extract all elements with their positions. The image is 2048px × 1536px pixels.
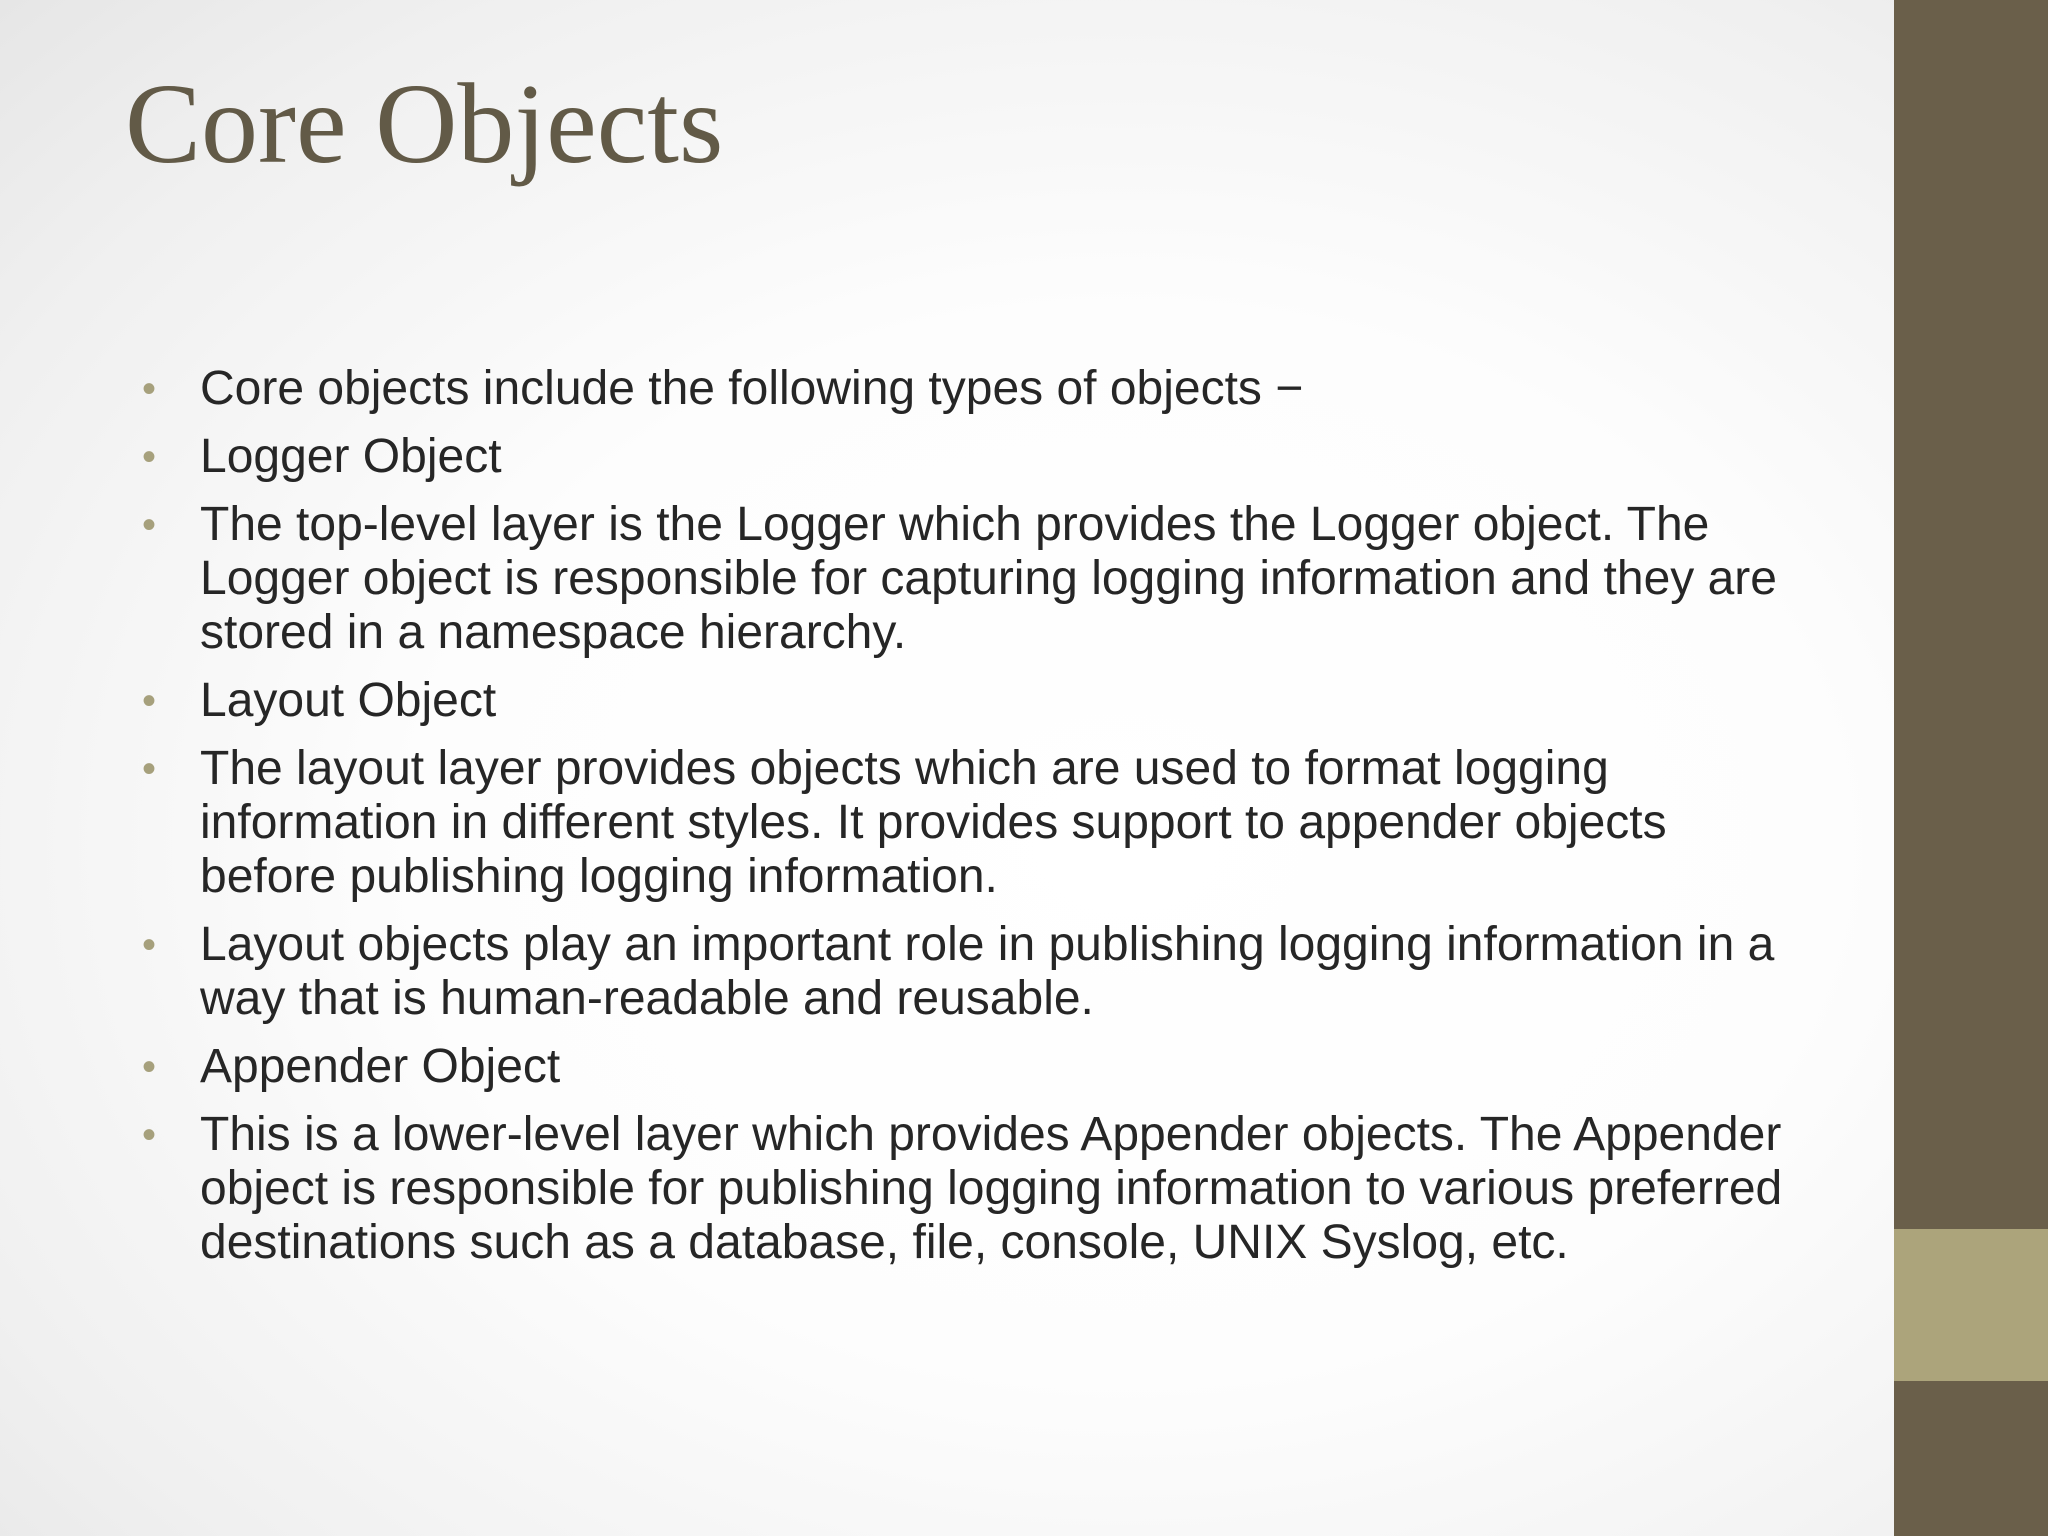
- bullet-dot-icon: •: [142, 679, 157, 723]
- bullet-text: The top-level layer is the Logger which provides the Logger object. The Logger object is responsible for capturing logging information and they are stored in a namespace hierarchy.: [200, 498, 1777, 659]
- bullet-dot-icon: •: [142, 1113, 157, 1157]
- slide-title: Core Objects: [125, 60, 724, 187]
- bullet-item: [140, 742, 1800, 904]
- bullet-text: Layout objects play an important role in publishing logging information in a way that is human-readable and reusable.: [200, 918, 1775, 1025]
- bullet-item: [140, 674, 1800, 728]
- bullet-item: [140, 1108, 1800, 1270]
- bullet-item: [140, 918, 1800, 1026]
- bullet-text: Core objects include the following types of objects −: [200, 362, 1304, 415]
- bullet-item: [140, 430, 1800, 484]
- bullet-dot-icon: •: [142, 435, 157, 479]
- bullet-text: Appender Object: [200, 1040, 561, 1093]
- bullet-dot-icon: •: [142, 1045, 157, 1089]
- bullet-item: [140, 498, 1800, 660]
- bullet-dot-icon: •: [142, 367, 157, 411]
- bullet-dot-icon: •: [142, 923, 157, 967]
- bullet-dot-icon: •: [142, 747, 157, 791]
- bullet-item: [140, 362, 1800, 416]
- bullet-text: Layout Object: [200, 674, 497, 727]
- bullet-list: [140, 362, 1800, 1284]
- bullet-text: The layout layer provides objects which are used to format logging information in different styles. It provides support to appender objects before publishing logging information.: [200, 742, 1667, 903]
- bullet-text: This is a lower-level layer which provides Appender objects. The Appender object is responsible for publishing logging information to various preferred destinations such as a database, file, console, UNIX Syslog, etc.: [200, 1108, 1783, 1269]
- bullet-dot-icon: •: [142, 503, 157, 547]
- bullet-text: Logger Object: [200, 430, 502, 483]
- sidebar-accent-block: [1894, 1229, 2048, 1381]
- bullet-item: [140, 1040, 1800, 1094]
